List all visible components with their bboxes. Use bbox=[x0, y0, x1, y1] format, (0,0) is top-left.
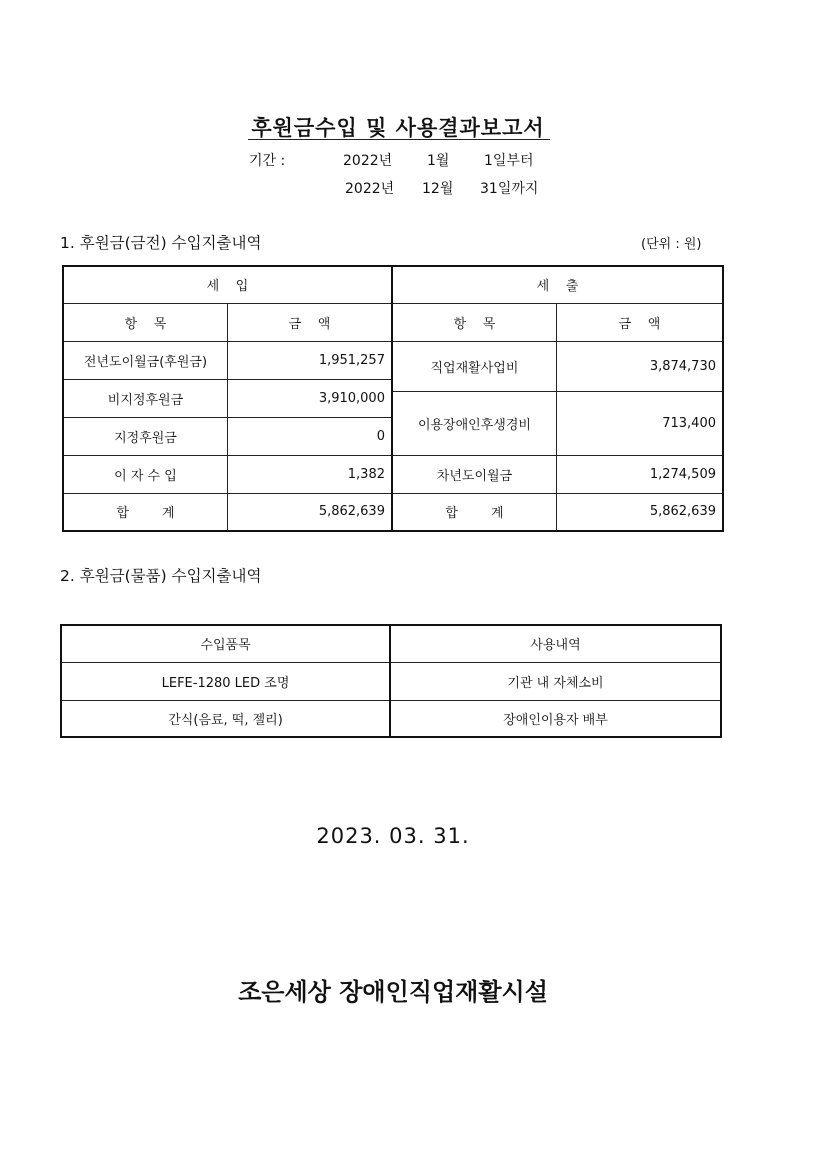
period-end-day: 31일까지 bbox=[480, 181, 539, 197]
expense-header: 세 출 bbox=[392, 266, 723, 303]
report-date: 2023. 03. 31. bbox=[316, 824, 470, 848]
goods-usage-header: 사용내역 bbox=[390, 625, 721, 662]
income-item: 지정후원금 bbox=[63, 417, 227, 455]
period-end-month: 12월 bbox=[422, 181, 454, 197]
income-item: 전년도이월금(후원금) bbox=[63, 341, 227, 379]
period-label: 기간 : bbox=[249, 153, 286, 169]
period-start-day: 1일부터 bbox=[484, 153, 534, 169]
period-end-year: 2022년 bbox=[345, 181, 395, 197]
expense-amount: 1,274,509 bbox=[556, 455, 723, 493]
section1-title: 1. 후원금(금전) 수입지출내역 bbox=[60, 234, 262, 252]
income-amount: 3,910,000 bbox=[227, 379, 392, 417]
organization-name: 조은세상 장애인직업재활시설 bbox=[238, 978, 548, 1006]
document-title: 후원금수입 및 사용결과보고서 bbox=[251, 116, 545, 140]
income-header: 세 입 bbox=[63, 266, 392, 303]
income-item: 비지정후원금 bbox=[63, 379, 227, 417]
income-item: 이 자 수 입 bbox=[63, 455, 227, 493]
period-start-month: 1월 bbox=[427, 153, 450, 169]
goods-item: 간식(음료, 떡, 젤리) bbox=[61, 700, 390, 737]
unit-label: (단위 : 원) bbox=[641, 237, 702, 252]
section2-title: 2. 후원금(물품) 수입지출내역 bbox=[60, 567, 262, 585]
goods-item-header: 수입품목 bbox=[61, 625, 390, 662]
expense-item: 이용장애인후생경비 bbox=[392, 391, 556, 455]
income-amount: 0 bbox=[227, 417, 392, 455]
goods-usage: 기관 내 자체소비 bbox=[390, 662, 721, 700]
cash-income-expense-table bbox=[62, 265, 724, 532]
expense-item: 직업재활사업비 bbox=[392, 341, 556, 391]
income-item-header: 항 목 bbox=[63, 303, 227, 341]
income-total-amount: 5,862,639 bbox=[227, 493, 392, 531]
income-amount-header: 금 액 bbox=[227, 303, 392, 341]
income-total-label: 합 계 bbox=[63, 493, 227, 531]
goods-income-expense-table bbox=[60, 624, 722, 738]
period-start-year: 2022년 bbox=[343, 153, 393, 169]
expense-item: 차년도이월금 bbox=[392, 455, 556, 493]
expense-total-label: 합 계 bbox=[392, 493, 556, 531]
expense-item-header: 항 목 bbox=[392, 303, 556, 341]
expense-amount: 713,400 bbox=[556, 391, 723, 455]
title-underline bbox=[248, 139, 550, 140]
expense-total-amount: 5,862,639 bbox=[556, 493, 723, 531]
expense-amount-header: 금 액 bbox=[556, 303, 723, 341]
income-amount: 1,382 bbox=[227, 455, 392, 493]
expense-amount: 3,874,730 bbox=[556, 341, 723, 391]
goods-item: LEFE-1280 LED 조명 bbox=[61, 662, 390, 700]
income-amount: 1,951,257 bbox=[227, 341, 392, 379]
goods-usage: 장애인이용자 배부 bbox=[390, 700, 721, 737]
